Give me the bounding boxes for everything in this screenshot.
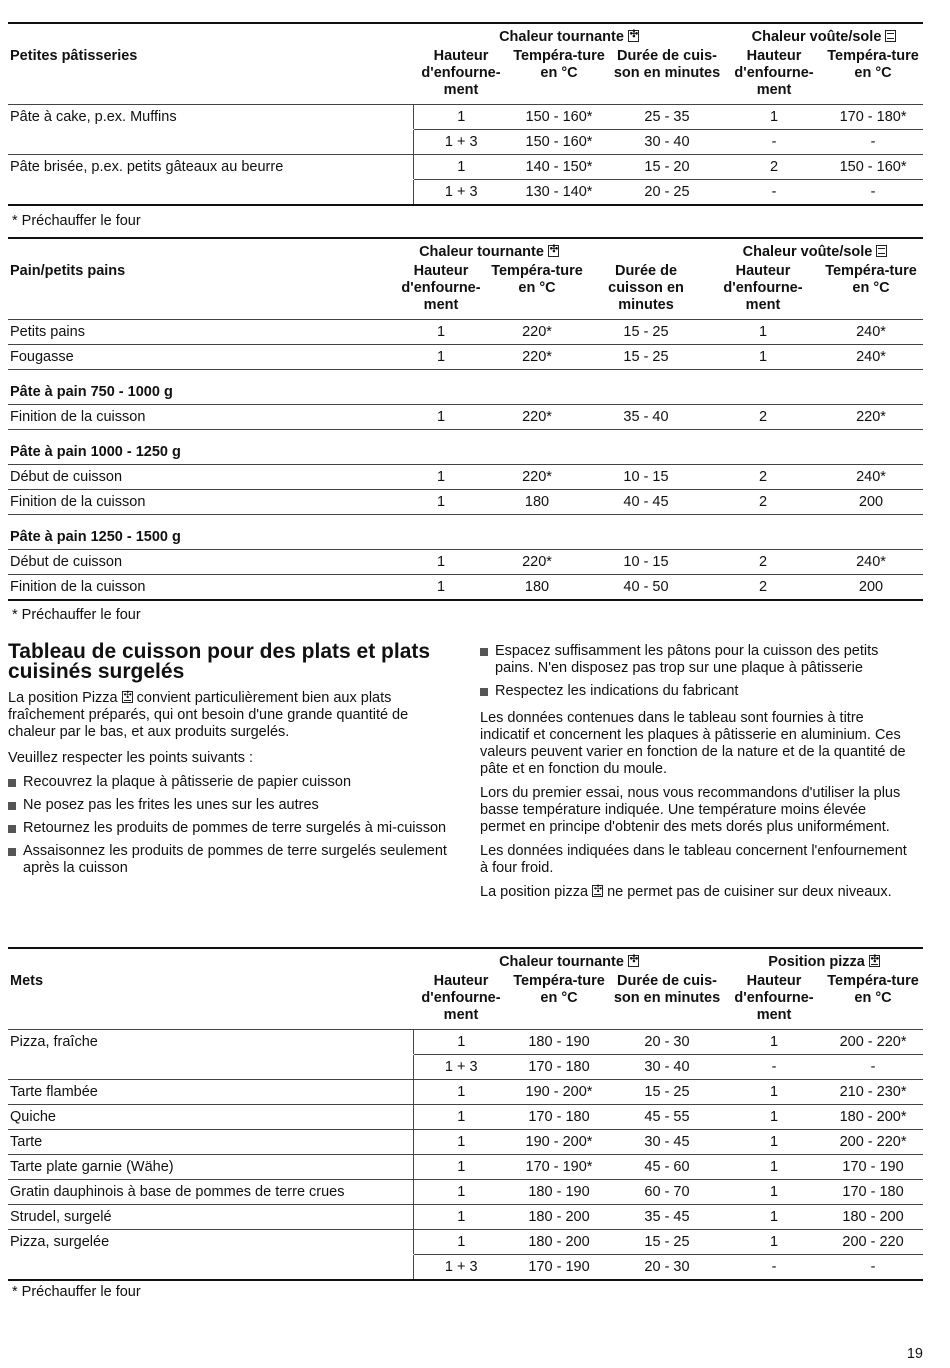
pizza-position-icon [122,691,133,703]
row-label [8,1255,413,1281]
col-header: Durée de cuisson en minutes [585,263,707,320]
table-cell: 180 - 190 [509,1180,609,1205]
table-cell: 150 - 160* [509,105,609,130]
col-header: Hauteur d'enfourne-ment [707,263,819,320]
table-cell: 240* [819,320,923,345]
table-cell: - [725,180,823,206]
row-label: Finition de la cuisson [8,405,393,430]
table-pain [8,237,923,601]
table-row [8,1155,923,1180]
table-row [8,465,923,490]
table-cell: 2 [707,575,819,601]
row-label [8,130,413,155]
table-cell: 1 + 3 [413,1255,509,1281]
table-cell: 180 - 200 [509,1230,609,1255]
footnote: * Préchauffer le four [12,607,141,623]
table-cell: - [823,1255,923,1281]
footnote: * Préchauffer le four [12,1284,141,1300]
table-cell: 170 - 180* [823,105,923,130]
col-header: Hauteur d'enfourne-ment [413,973,509,1030]
row-label: Début de cuisson [8,550,393,575]
table-row [8,1230,923,1255]
table-cell: - [725,130,823,155]
left-column [8,690,448,883]
table-cell: 1 [725,1105,823,1130]
col-header: Mets [8,973,413,1030]
table-cell: 1 [725,1205,823,1230]
row-label: Tarte [8,1130,413,1155]
table-cell: 10 - 15 [585,465,707,490]
table-cell: 15 - 25 [585,345,707,370]
table-cell: 1 [725,1180,823,1205]
list-item: Assaisonnez les produits de pommes de terre surgelés seulement après la cuisson [8,843,448,877]
section-heading: Pâte à pain 1000 - 1250 g [8,430,923,465]
table-cell: 1 [413,1030,509,1055]
bullet-list [8,774,448,877]
row-label: Tarte plate garnie (Wähe) [8,1155,413,1180]
col-header: Tempéra-ture en °C [509,973,609,1030]
table-cell: 170 - 190 [509,1255,609,1281]
col-header: Tempéra-ture en °C [489,263,585,320]
footnote: * Préchauffer le four [12,213,141,229]
table-cell: 45 - 55 [609,1105,725,1130]
table-cell: 1 [707,320,819,345]
row-label: Strudel, surgelé [8,1205,413,1230]
table-cell: 200 - 220 [823,1230,923,1255]
table-cell: 2 [707,405,819,430]
table-cell: 220* [489,465,585,490]
paragraph: Lors du premier essai, nous vous recommandons d'utiliser la plus basse température indiquée. Une température moins élevée permet en principe d'obtenir des mets dorés plus uniformément. [480,785,901,835]
fan-oven-icon [628,30,639,42]
table-row [8,1255,923,1281]
table-cell: 45 - 60 [609,1155,725,1180]
table-row [8,320,923,345]
table-cell: 190 - 200* [509,1080,609,1105]
table-row [8,1130,923,1155]
table-cell: 2 [707,490,819,515]
table-cell: 1 [707,345,819,370]
table-cell: 200 - 220* [823,1130,923,1155]
table-cell: 40 - 45 [585,490,707,515]
row-label: Pizza, surgelée [8,1230,413,1255]
table-cell: 130 - 140* [509,180,609,206]
row-label: Tarte flambée [8,1080,413,1105]
table-cell: 35 - 40 [585,405,707,430]
page-number: 19 [906,1346,923,1362]
table-header [8,973,923,1030]
table-cell: 1 [413,1105,509,1130]
group-position-pizza: Position pizza [768,954,865,970]
table-cell: 180 - 190 [509,1030,609,1055]
col-header: Tempéra-ture en °C [509,48,609,105]
col-header: Hauteur d'enfourne-ment [725,48,823,105]
top-bottom-heat-icon [885,30,896,42]
table-cell: 1 [393,405,489,430]
table-header [8,48,923,105]
table-cell: 220* [489,405,585,430]
table-cell: 30 - 40 [609,130,725,155]
table-cell: 170 - 180 [823,1180,923,1205]
table-cell: 220* [489,550,585,575]
table-cell: 1 [393,465,489,490]
table-cell: 170 - 190 [823,1155,923,1180]
table-cell: 1 [413,1205,509,1230]
table-cell: 15 - 25 [609,1080,725,1105]
table-cell: 180 - 200 [509,1205,609,1230]
col-header: Tempéra-ture en °C [823,48,923,105]
row-label [8,1055,413,1080]
table-cell: - [725,1055,823,1080]
group-chaleur-tournante: Chaleur tournante [419,244,544,260]
col-header: Petites pâtisseries [8,48,413,105]
col-header: Pain/petits pains [8,263,393,320]
table-cell: 2 [707,550,819,575]
table-cell: 30 - 40 [609,1055,725,1080]
table-cell: 20 - 30 [609,1255,725,1281]
table-cell: 240* [819,550,923,575]
row-label: Fougasse [8,345,393,370]
intro-paragraph [8,690,448,741]
table-header [8,263,923,320]
intro-text: La position Pizza [8,690,118,706]
group-chaleur-voute-sole: Chaleur voûte/sole [742,244,873,260]
pizza-position-icon [869,955,880,967]
table-cell: 240* [819,465,923,490]
right-column [480,643,910,908]
table-cell: 20 - 25 [609,180,725,206]
table-cell: 180 - 200* [823,1105,923,1130]
table-cell: 170 - 190* [509,1155,609,1180]
top-bottom-heat-icon [876,245,887,257]
row-label: Gratin dauphinois à base de pommes de terre crues [8,1180,413,1205]
paragraph [480,884,910,901]
row-label: Petits pains [8,320,393,345]
table-cell: 1 [413,1155,509,1180]
table-cell: 180 [489,575,585,601]
table-cell: 1 [393,575,489,601]
pizza-position-icon [592,885,603,897]
col-header: Tempéra-ture en °C [819,263,923,320]
table-row [8,490,923,515]
list-item: Respectez les indications du fabricant [480,683,910,700]
table-row [8,1180,923,1205]
table-cell: 1 [413,1130,509,1155]
row-label: Début de cuisson [8,465,393,490]
table-cell: 1 [725,1230,823,1255]
table-cell: 1 [413,105,509,130]
table-cell: 2 [707,465,819,490]
row-label: Pizza, fraîche [8,1030,413,1055]
table-row [8,1080,923,1105]
table-row [8,405,923,430]
table-cell: 200 [819,490,923,515]
list-item: Ne posez pas les frites les unes sur les autres [8,797,448,814]
fan-oven-icon [628,955,639,967]
table-cell: 35 - 45 [609,1205,725,1230]
table-row [8,1105,923,1130]
points-intro: Veuillez respecter les points suivants : [8,750,254,766]
table-cell: 1 [393,490,489,515]
list-item: Recouvrez la plaque à pâtisserie de papier cuisson [8,774,448,791]
row-label: Finition de la cuisson [8,490,393,515]
table-cell: 1 [393,320,489,345]
table-cell: 150 - 160* [509,130,609,155]
list-item: Retournez les produits de pommes de terre surgelés à mi-cuisson [8,820,448,837]
table-cell: 1 [413,1080,509,1105]
intro-text: convient particulièrement bien aux plats fraîchement préparés, qui ont besoin d'une grande quantité de chaleur par le bas, et aux produits surgelés. [8,690,409,740]
row-label: Pâte à cake, p.ex. Muffins [8,105,413,130]
table-cell: 1 [725,1080,823,1105]
group-chaleur-voute-sole: Chaleur voûte/sole [751,29,882,45]
para-text: La position pizza [480,884,589,900]
table-cell: 2 [725,155,823,180]
table-cell: 1 [725,105,823,130]
table-cell: - [725,1255,823,1281]
table-cell: 25 - 35 [609,105,725,130]
table-cell: 210 - 230* [823,1080,923,1105]
table-row [8,345,923,370]
table-cell: 1 [725,1155,823,1180]
table-cell: 10 - 15 [585,550,707,575]
section-heading: Pâte à pain 1250 - 1500 g [8,515,923,550]
table-cell: 15 - 20 [609,155,725,180]
table-cell: 170 - 180 [509,1105,609,1130]
table-cell: - [823,130,923,155]
row-label [8,180,413,206]
table-cell: 1 [393,550,489,575]
table-cell: - [823,180,923,206]
paragraph: Les données contenues dans le tableau sont fournies à titre indicatif et concernent les plaques à pâtisserie en aluminium. Ces valeurs peuvent varier en fonction de la nature et de la quantité de pâte et en fonction du moule. [480,710,906,777]
table-cell: 15 - 25 [609,1230,725,1255]
table-cell: 1 [725,1130,823,1155]
table-cell: 200 - 220* [823,1030,923,1055]
table-cell: 30 - 45 [609,1130,725,1155]
paragraph: Les données indiquées dans le tableau concernent l'enfournement à four froid. [480,843,907,876]
col-header: Hauteur d'enfourne-ment [413,48,509,105]
list-item: Espacez suffisamment les pâtons pour la cuisson des petits pains. N'en disposez pas trop sur une plaque à pâtisserie [480,643,910,677]
table-cell: 20 - 30 [609,1030,725,1055]
group-chaleur-tournante: Chaleur tournante [499,29,624,45]
table-cell: 15 - 25 [585,320,707,345]
section-title: Tableau de cuisson pour des plats et plats cuisinés surgelés [8,640,431,683]
table-cell: 60 - 70 [609,1180,725,1205]
table-cell: 240* [819,345,923,370]
table-cell: 200 [819,575,923,601]
table-cell: 1 [725,1030,823,1055]
row-label: Quiche [8,1105,413,1130]
table-cell: 1 [393,345,489,370]
col-header: Hauteur d'enfourne-ment [725,973,823,1030]
table-cell: 140 - 150* [509,155,609,180]
table-cell: 1 + 3 [413,180,509,206]
table-cell: 180 [489,490,585,515]
table-row [8,130,923,155]
table-mets [8,947,923,1281]
table-cell: 180 - 200 [823,1205,923,1230]
table-row [8,180,923,206]
table-cell: 1 [413,155,509,180]
row-label: Pâte brisée, p.ex. petits gâteaux au beurre [8,155,413,180]
table-row [8,575,923,601]
table-cell: 220* [819,405,923,430]
table-row [8,155,923,180]
row-label: Finition de la cuisson [8,575,393,601]
fan-oven-icon [548,245,559,257]
bullet-list [480,643,910,700]
table-cell: 220* [489,345,585,370]
col-header: Durée de cuis-son en minutes [609,48,725,105]
table-row [8,105,923,130]
table-cell: 1 + 3 [413,130,509,155]
table-cell: 1 [413,1230,509,1255]
col-header: Hauteur d'enfourne-ment [393,263,489,320]
col-header: Tempéra-ture en °C [823,973,923,1030]
table-cell: 220* [489,320,585,345]
para-text: ne permet pas de cuisiner sur deux niveaux. [603,884,892,900]
table-petites-patisseries [8,22,923,206]
table-cell: 150 - 160* [823,155,923,180]
table-cell: 1 + 3 [413,1055,509,1080]
table-row [8,1205,923,1230]
table-cell: 40 - 50 [585,575,707,601]
table-row [8,550,923,575]
table-cell: 1 [413,1180,509,1205]
table-cell: 190 - 200* [509,1130,609,1155]
section-heading: Pâte à pain 750 - 1000 g [8,370,923,405]
table-cell: 170 - 180 [509,1055,609,1080]
table-row [8,1055,923,1080]
group-chaleur-tournante: Chaleur tournante [499,954,624,970]
table-cell: - [823,1055,923,1080]
table-row [8,1030,923,1055]
col-header: Durée de cuis-son en minutes [609,973,725,1030]
